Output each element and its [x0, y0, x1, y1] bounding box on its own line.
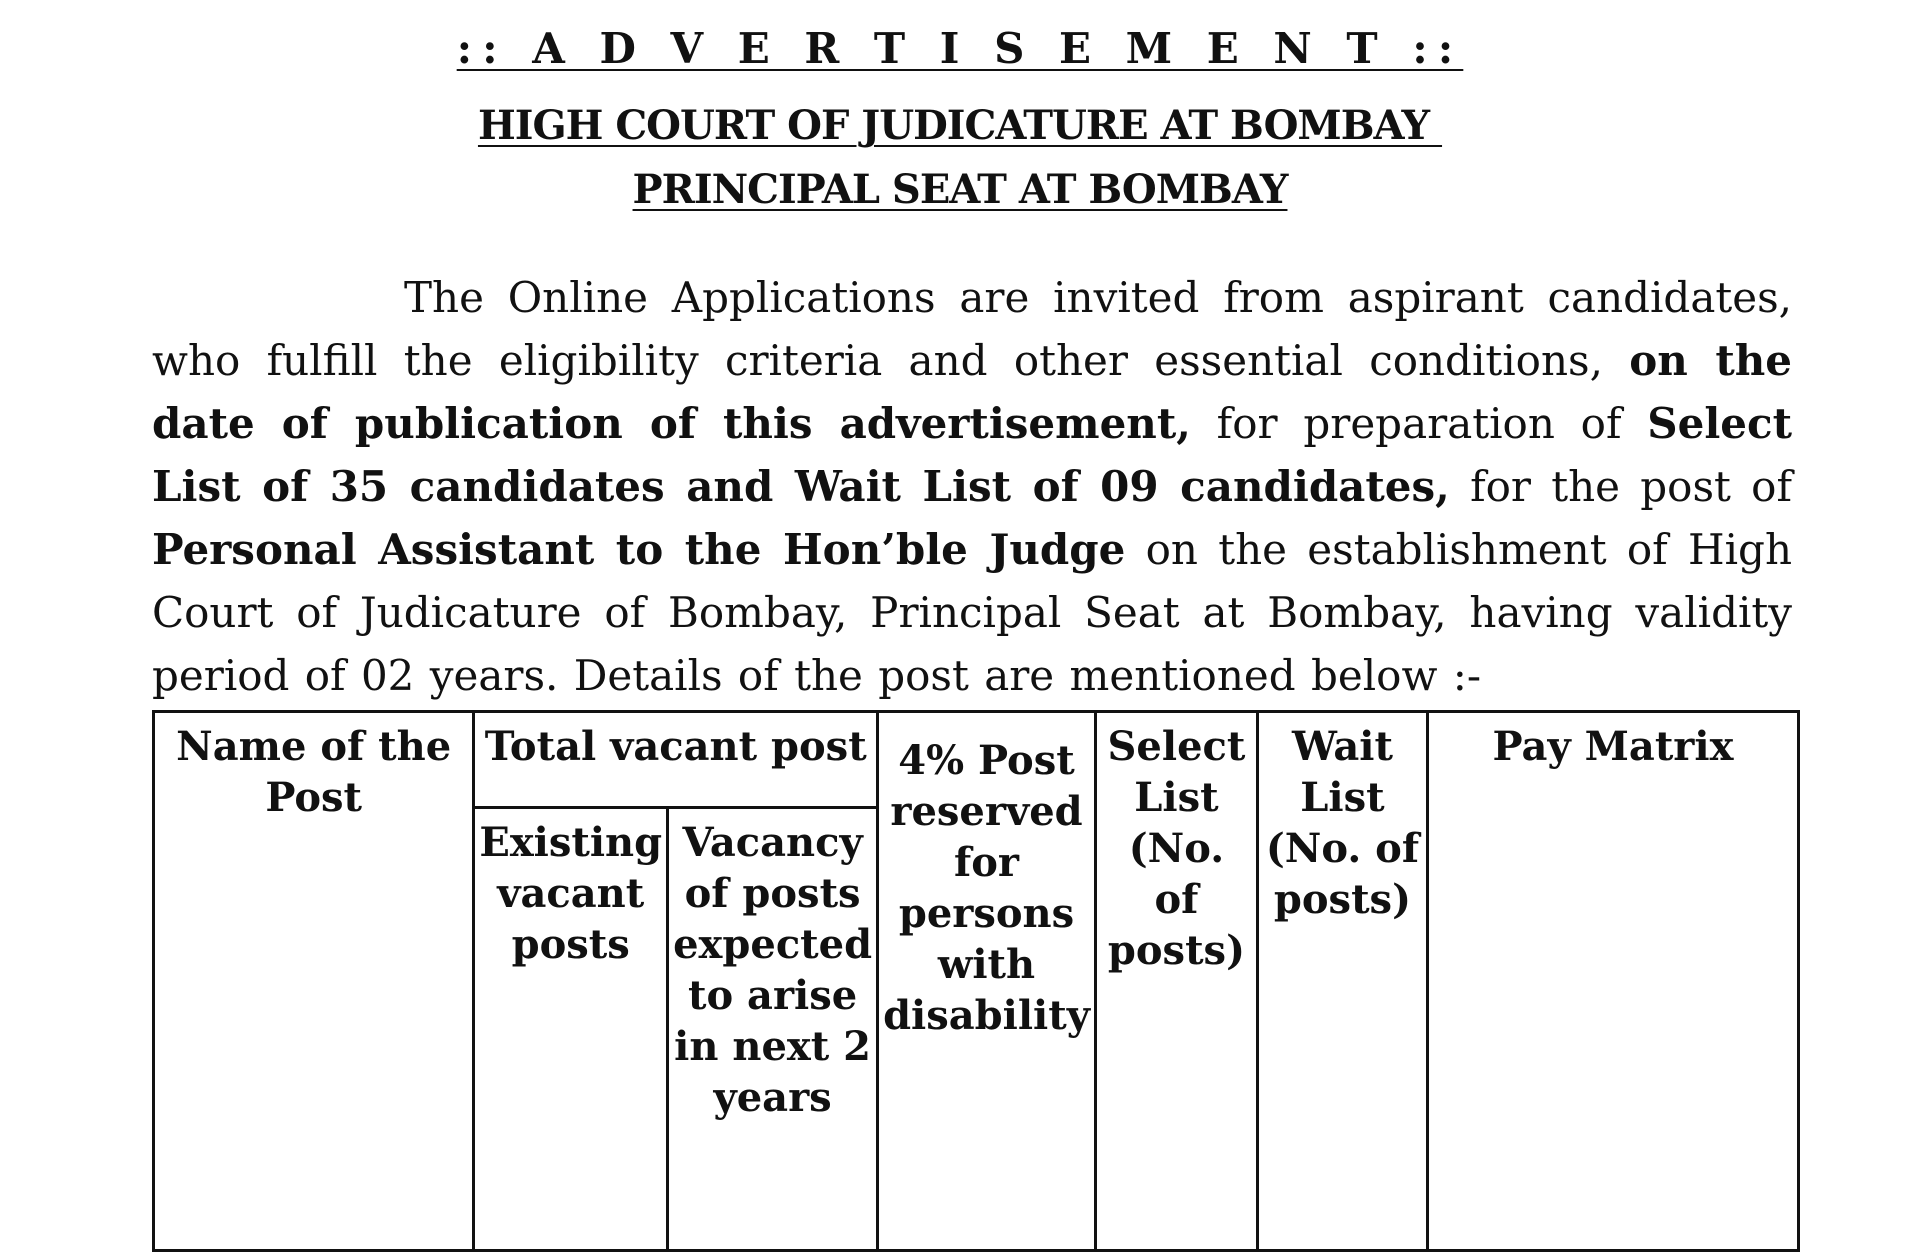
col-reserved-disability: 4% Post reserved for persons with disability — [878, 712, 1096, 1251]
intro-paragraph — [152, 266, 1792, 707]
col-existing-vacant-posts: Existing vacant posts — [474, 807, 668, 1250]
intro-text-3: for the post of — [1449, 462, 1792, 511]
col-name-of-post: Name of the Post — [154, 712, 474, 1251]
intro-bold-post: Personal Assistant to the Hon’ble Judge — [152, 525, 1126, 574]
col-total-vacant-post: Total vacant post — [474, 712, 878, 808]
intro-bold-lists: Select List of 35 candidates and Wait List of 09 candidates, — [152, 399, 1792, 511]
col-vacancy-expected: Vacancy of posts expected to arise in next 2 years — [668, 807, 878, 1250]
advertisement-title: :: A D V E R T I S E M E N T :: — [456, 24, 1464, 73]
col-pay-matrix: Pay Matrix — [1427, 712, 1798, 1251]
intro-text-4: on the establishment of High Court of Judicature of Bombay, Principal Seat at Bombay, having validity period of 02 years. Details of the post are mentioned below :- — [152, 525, 1792, 700]
intro-text-2: for preparation of — [1190, 399, 1648, 448]
col-wait-list: Wait List (No. of posts) — [1257, 712, 1427, 1251]
principal-seat-heading: PRINCIPAL SEAT AT BOMBAY — [632, 166, 1288, 213]
intro-text-1: The Online Applications are invited from aspirant candidates, who fulfill the eligibility criteria and other essential conditions, — [152, 273, 1792, 385]
court-name-heading: HIGH COURT OF JUDICATURE AT BOMBAY — [477, 102, 1443, 149]
col-select-list: Select List (No. of posts) — [1095, 712, 1257, 1251]
table-header-row-1 — [154, 712, 1799, 808]
post-details-table — [152, 710, 1800, 1252]
intro-bold-date: on the date of publication of this advertisement, — [152, 336, 1792, 448]
